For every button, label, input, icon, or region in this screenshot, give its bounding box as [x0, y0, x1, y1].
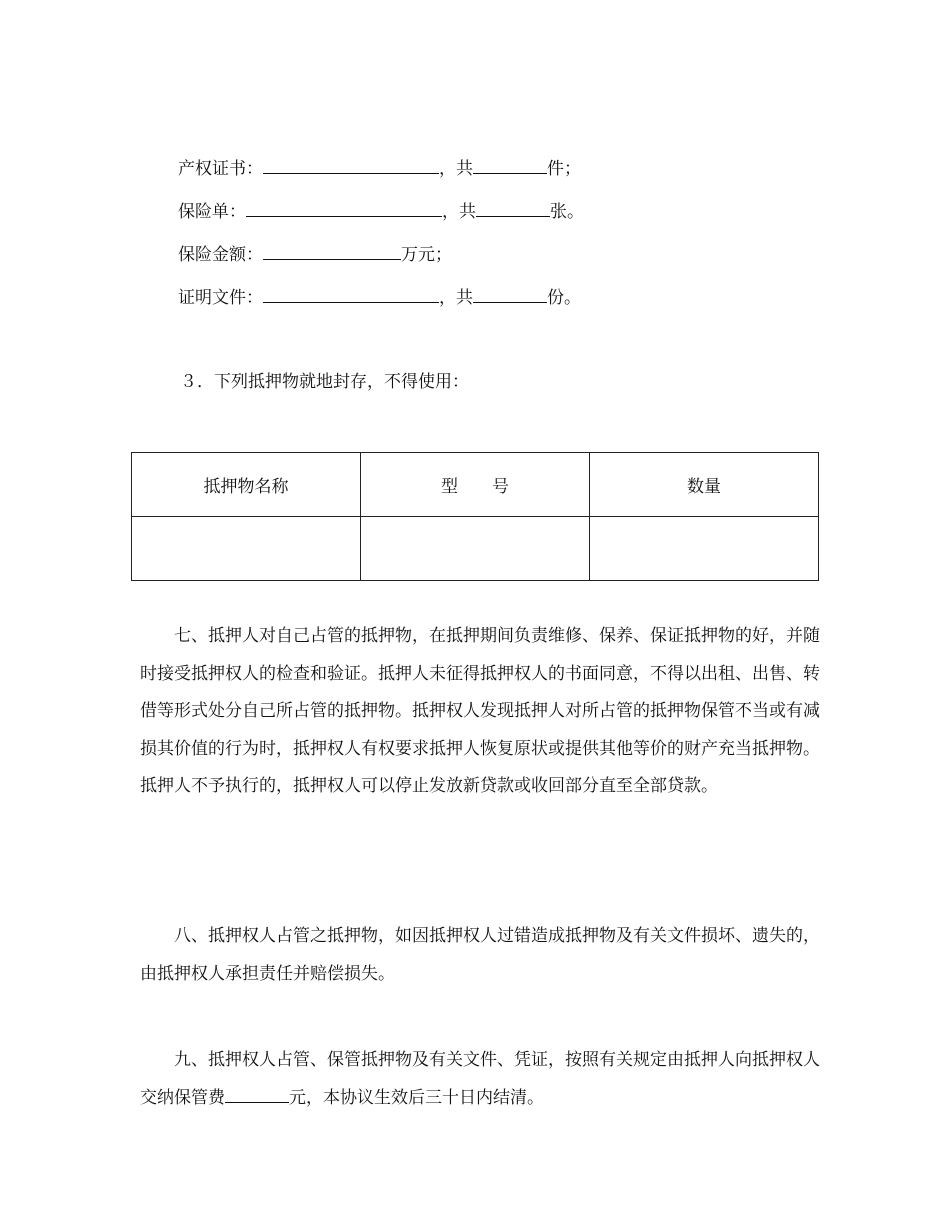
blank-line[interactable] [473, 284, 547, 303]
field-certificates [178, 284, 581, 310]
field-insurance-policy [178, 198, 584, 224]
field-sep: ，共 [442, 202, 476, 222]
table-header: 抵押物名称 [132, 453, 361, 517]
field-property-cert [178, 155, 581, 181]
table-header: 数量 [590, 453, 819, 517]
field-unit: 件； [547, 159, 581, 179]
clause-text: 元，本协议生效后三十日内结清。 [289, 1087, 544, 1108]
section-3-heading: ３．下列抵押物就地封存，不得使用： [180, 372, 469, 392]
clause-eight [140, 918, 820, 993]
blank-line[interactable] [263, 284, 439, 303]
field-label: 保险单： [178, 202, 246, 222]
table-cell[interactable] [132, 517, 361, 581]
blank-line[interactable] [263, 155, 439, 174]
field-sep: ，共 [439, 159, 473, 179]
clause-text: 七、抵押人对自己占管的抵押物，在抵押期间负责维修、保养、保证抵押物的好，并随时接受抵押权人的检查和验证。抵押人未征得抵押权人的书面同意，不得以出租、出售、转借等形式处分自己所占管的抵押物。抵押权人发现抵押人对所占管的抵押物保管不当或有减损其价值的行为时，抵押权人有权要求抵押人恢复原状或提供其他等价的财产充当抵押物。抵押人不予执行的，抵押权人可以停止发放新贷款或收回部分直至全部贷款。 [140, 626, 820, 796]
table-cell[interactable] [590, 517, 819, 581]
clause-nine [140, 1042, 820, 1117]
field-label: 保险金额： [178, 245, 263, 265]
table-header-row [132, 453, 819, 517]
field-insurance-amount [178, 241, 452, 267]
field-unit: 张。 [550, 202, 584, 222]
field-label: 产权证书： [178, 159, 263, 179]
field-unit: 份。 [547, 288, 581, 308]
blank-line[interactable] [263, 241, 401, 260]
table-cell[interactable] [361, 517, 590, 581]
clause-text: 八、抵押权人占管之抵押物，如因抵押权人过错造成抵押物及有关文件损坏、遗失的，由抵押权人承担责任并赔偿损失。 [140, 926, 820, 984]
field-unit: 万元； [401, 245, 452, 265]
blank-line[interactable] [246, 198, 442, 217]
collateral-table [131, 452, 819, 581]
field-label: 证明文件： [178, 288, 263, 308]
field-sep: ，共 [439, 288, 473, 308]
table-header: 型 号 [361, 453, 590, 517]
clause-seven [140, 618, 820, 806]
table-row [132, 517, 819, 581]
blank-line[interactable] [473, 155, 547, 174]
blank-line[interactable] [476, 198, 550, 217]
clause-text: 九、抵押权人占管、保管抵押物及有关文件、凭证，按照有关规定由抵押人向抵押权人交纳保管费 [140, 1050, 820, 1108]
blank-line[interactable] [225, 1084, 289, 1103]
